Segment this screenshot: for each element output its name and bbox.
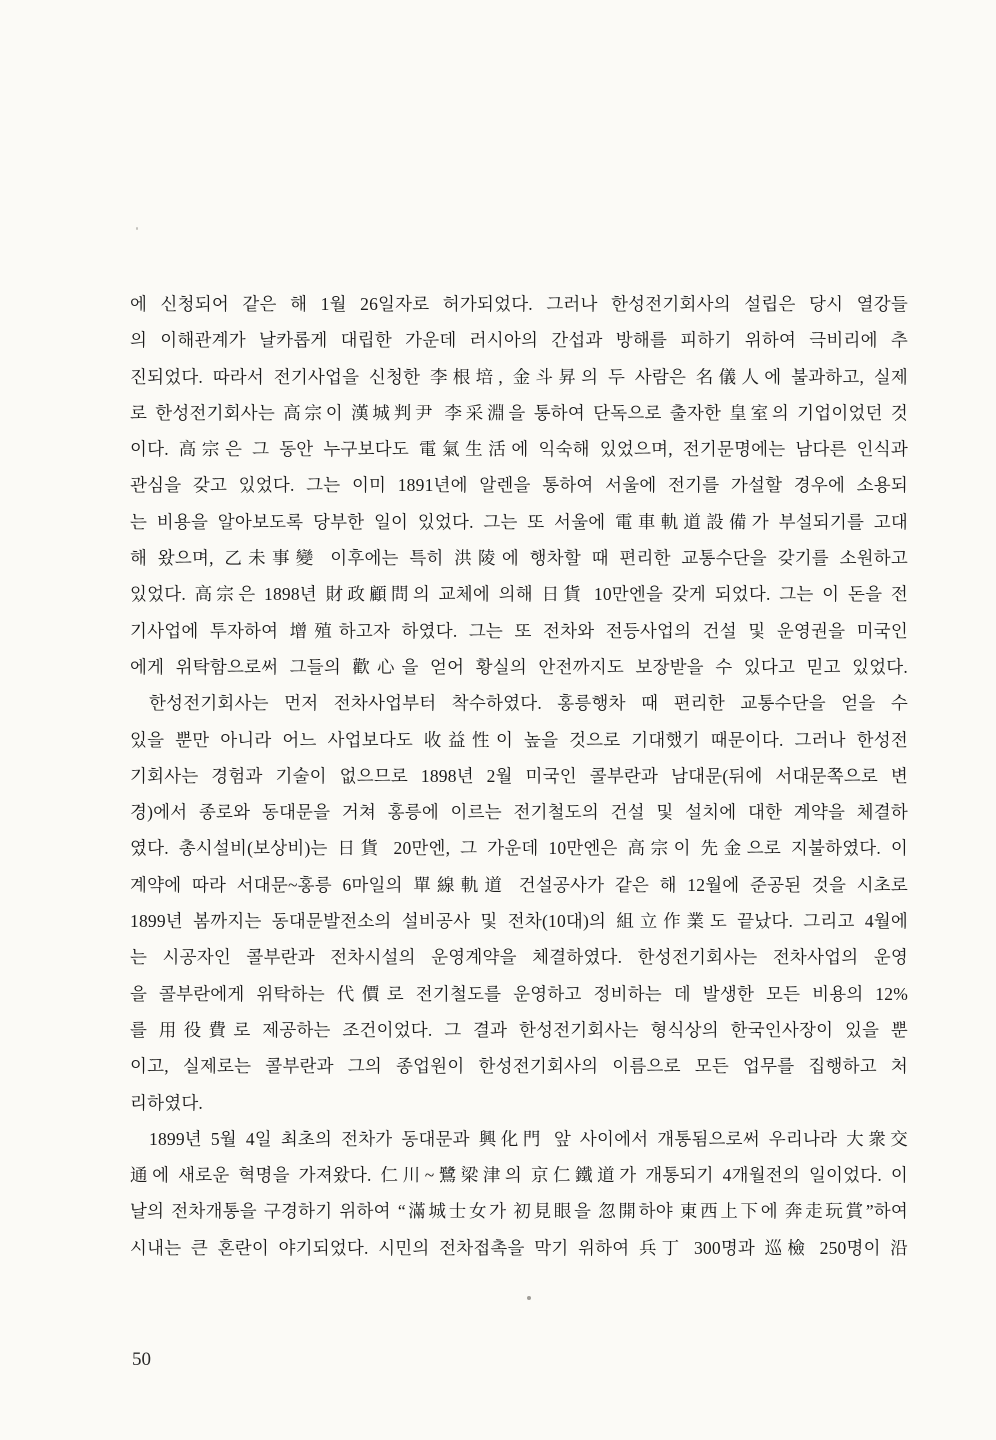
text-line: 는 비용을 알아보도록 당부한 일이 있었다. 그는 또 서울에 電車軌道設備가 부설되기를 고대	[130, 511, 908, 532]
text-line: 해 왔으며, 乙未事變 이후에는 특히 洪陵에 행차할 때 편리한 교통수단을 갖기를 소원하고	[130, 548, 908, 569]
text-line: 였다. 총시설비(보상비)는 日貨 20만엔, 그 가운데 10만엔은 高宗이 先金으로 지불하였다. 이	[130, 838, 908, 859]
text-line: 이고, 실제로는 콜부란과 그의 종업원이 한성전기회사의 이름으로 모든 업무를 집행하고 처	[130, 1056, 908, 1077]
text-line: 시내는 큰 혼란이 야기되었다. 시민의 전차접촉을 막기 위하여 兵丁 300명과 巡檢 250명이 沿	[130, 1237, 908, 1258]
text-line: 날의 전차개통을 구경하기 위하여 “滿城士女가 初見眼을 忽開하야 東西上下에 奔走玩賞”하여	[130, 1201, 908, 1222]
text-line: 을 콜부란에게 위탁하는 代價로 전기철도를 운영하고 정비하는 데 발생한 모든 비용의 12%	[130, 983, 908, 1004]
body-text	[130, 286, 908, 1266]
scan-artifact-dot	[136, 227, 138, 230]
text-line: 있었다. 高宗은 1898년 財政顧問의 교체에 의해 日貨 10만엔을 갖게 되었다. 그는 이 돈을 전	[130, 584, 908, 605]
page-number: 50	[132, 1349, 151, 1370]
text-line: 를 用役費로 제공하는 조건이었다. 그 결과 한성전기회사는 형식상의 한국인사장이 있을 뿐	[130, 1019, 908, 1040]
text-line: 있을 뿐만 아니라 어느 사업보다도 收益性이 높을 것으로 기대했기 때문이다. 그러나 한성전	[130, 729, 908, 750]
text-line: 경)에서 종로와 동대문을 거쳐 홍릉에 이르는 전기철도의 건설 및 설치에 대한 계약을 체결하	[130, 802, 908, 823]
text-line: 는 시공자인 콜부란과 전차시설의 운영계약을 체결하였다. 한성전기회사는 전차사업의 운영	[130, 947, 908, 968]
text-line: 에게 위탁함으로써 그들의 歡心을 얻어 황실의 안전까지도 보장받을 수 있다고 믿고 있었다.	[130, 656, 908, 677]
text-line: 리하였다.	[130, 1092, 203, 1113]
text-line: 이다. 高宗은 그 동안 누구보다도 電氣生活에 익숙해 있었으며, 전기문명에는 남다른 인식과	[130, 439, 908, 460]
text-line: 한성전기회사는 먼저 전차사업부터 착수하였다. 홍릉행차 때 편리한 교통수단을 얻을 수	[149, 693, 908, 714]
text-line: 로 한성전기회사는 高宗이 漢城判尹 李采淵을 통하여 단독으로 출자한 皇室의 기업이었던 것	[130, 402, 908, 423]
text-line: 1899년 5월 4일 최초의 전차가 동대문과 興化門 앞 사이에서 개통됨으로써 우리나라 大衆交	[149, 1128, 908, 1149]
text-line: 진되었다. 따라서 전기사업을 신청한 李根培, 金斗昇의 두 사람은 名儀人에 불과하고, 실제	[130, 366, 908, 387]
text-line: 기회사는 경험과 기술이 없으므로 1898년 2월 미국인 콜부란과 남대문(뒤에 서대문쪽으로 변	[130, 765, 908, 786]
scan-artifact-dot	[527, 1296, 531, 1300]
text-line: 계약에 따라 서대문~홍릉 6마일의 單線軌道 건설공사가 같은 해 12월에 준공된 것을 시초로	[130, 874, 908, 895]
text-line: 관심을 갖고 있었다. 그는 이미 1891년에 알렌을 통하여 서울에 전기를 가설할 경우에 소용되	[130, 475, 908, 496]
text-line: 의 이해관계가 날카롭게 대립한 가운데 러시아의 간섭과 방해를 피하기 위하여 극비리에 추	[130, 330, 908, 351]
text-line: 기사업에 투자하여 增殖하고자 하였다. 그는 또 전차와 전등사업의 건설 및 운영권을 미국인	[130, 620, 908, 641]
text-line: 1899년 봄까지는 동대문발전소의 설비공사 및 전차(10대)의 組立作業도 끝났다. 그리고 4월에	[130, 911, 908, 932]
text-line: 通에 새로운 혁명을 가져왔다. 仁川~鷺梁津의 京仁鐵道가 개통되기 4개월전의 일이었다. 이	[130, 1165, 908, 1186]
text-line: 에 신청되어 같은 해 1월 26일자로 허가되었다. 그러나 한성전기회사의 설립은 당시 열강들	[130, 294, 908, 314]
